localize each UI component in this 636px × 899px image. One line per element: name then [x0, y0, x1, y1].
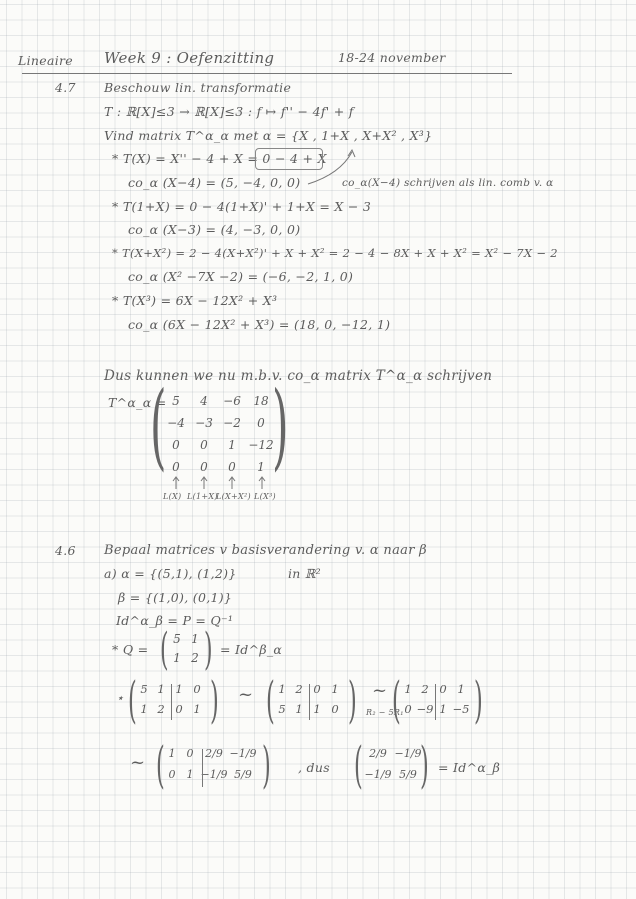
- matrix-cell: 5: [278, 702, 286, 716]
- matrix-cell: 5: [173, 632, 181, 646]
- aug2-left-paren: (: [266, 671, 275, 729]
- ex47-line-4: * T(X) = X'' − 4 + X = 0 − 4 + X: [112, 151, 327, 166]
- transformation-matrix: [162, 394, 276, 482]
- matrix-left-paren: (: [150, 372, 167, 481]
- row-equivalent-icon: ~: [130, 752, 146, 773]
- ex46-line-4: Id^α_β = P = Q⁻¹: [116, 613, 234, 628]
- column-arrows-icon: [162, 476, 276, 490]
- matrix-cell: 2/9: [205, 747, 223, 760]
- matrix-cell: 1: [439, 702, 447, 716]
- matrix-cell: 2: [191, 651, 199, 665]
- matrix-cell: 5: [140, 682, 148, 696]
- aug3-left-paren: (: [392, 671, 401, 729]
- matrix-cell: 0: [186, 747, 194, 760]
- matrix-cell: 0: [168, 768, 176, 781]
- matrix-cell: 5: [172, 394, 180, 408]
- matrix-cell: 2/9: [369, 747, 387, 760]
- matrix-cell: 1: [157, 682, 165, 696]
- matrix-cell: 1: [193, 702, 201, 716]
- ex47-line-12: Dus kunnen we nu m.b.v. co_α matrix T^α_α schrijven: [104, 368, 493, 384]
- matrix-cell: 0: [404, 702, 412, 716]
- q-right-paren: ): [204, 624, 213, 675]
- matrix-cell: 0: [172, 460, 180, 474]
- ex46-line-1: Bepaal matrices v basisverandering v. α naar β: [104, 543, 427, 558]
- matrix-cell: 18: [253, 394, 269, 408]
- matrix-cell: −3: [195, 416, 213, 430]
- subject-label: Lineaire: [18, 53, 73, 68]
- matrix-cell: 0: [257, 416, 265, 430]
- augment-divider: [171, 684, 172, 720]
- matrix-cell: 5/9: [234, 768, 252, 781]
- augmented-matrix-4: [164, 747, 258, 789]
- date-range: 18-24 november: [338, 50, 446, 65]
- matrix-cell: −1/9: [200, 768, 228, 781]
- column-label: L(1+X): [187, 492, 218, 501]
- matrix-cell: −6: [223, 394, 241, 408]
- matrix-cell: −9: [416, 702, 434, 716]
- q-left-paren: (: [160, 624, 169, 675]
- inverse-matrix: [364, 747, 424, 789]
- matrix-cell: 0: [200, 438, 208, 452]
- inv-right-paren: ): [420, 736, 429, 794]
- ex47-line-3: Vind matrix T^α_α met α = {X , 1+X , X+X² , X³}: [104, 128, 433, 143]
- ex47-line-8: * T(X+X²) = 2 − 4(X+X²)' + X + X² = 2 − 4 − 8X + X + X² = X² − 7X − 2: [112, 246, 558, 260]
- matrix-right-paren: ): [272, 372, 289, 481]
- header-rule: [22, 73, 512, 74]
- matrix-cell: 0: [331, 702, 339, 716]
- row-operation-label: R₂ − 5R₁: [366, 708, 404, 717]
- augment-divider: [309, 684, 310, 720]
- matrix-cell: 0: [175, 702, 183, 716]
- matrix-cell: 1: [278, 682, 286, 696]
- aug3-right-paren: ): [474, 671, 483, 729]
- matrix-cell: 5/9: [399, 768, 417, 781]
- matrix-cell: 2: [421, 682, 429, 696]
- matrix-cell: 0: [439, 682, 447, 696]
- matrix-cell: −1/9: [394, 747, 422, 760]
- ex47-line-7: co_α (X−3) = (4, −3, 0, 0): [128, 222, 301, 237]
- matrix-cell: 1: [457, 682, 465, 696]
- ex46-line-2: a) α = {(5,1), (1,2)}: [104, 566, 237, 581]
- aug1-right-paren: ): [210, 671, 219, 729]
- matrix-cell: 2: [295, 682, 303, 696]
- matrix-cell: −1/9: [229, 747, 257, 760]
- ex46-line-5: * Q =: [112, 642, 149, 657]
- matrix-cell: 1: [331, 682, 339, 696]
- exercise-number-4-6: 4.6: [55, 543, 76, 558]
- dus-label: , dus: [298, 760, 330, 775]
- page-title: Week 9 : Oefenzitting: [104, 49, 275, 67]
- matrix-cell: 1: [168, 747, 176, 760]
- column-label: L(X³): [254, 492, 276, 501]
- matrix-cell: 1: [295, 702, 303, 716]
- matrix-cell: 0: [200, 460, 208, 474]
- augment-divider: [435, 684, 436, 720]
- ex47-line-9: co_α (X² −7X −2) = (−6, −2, 1, 0): [128, 269, 354, 284]
- matrix-cell: 1: [404, 682, 412, 696]
- matrix-cell: 1: [191, 632, 199, 646]
- matrix-cell: 1: [186, 768, 194, 781]
- row-equivalent-icon: ~: [372, 680, 388, 701]
- column-label: L(X+X²): [216, 492, 251, 501]
- matrix-label: T^α_α =: [108, 395, 167, 410]
- ex47-line-2: T : ℝ[X]≤3 → ℝ[X]≤3 : f ↦ f'' − 4f' + f: [104, 104, 354, 119]
- matrix-cell: 0: [172, 438, 180, 452]
- matrix-cell: 1: [228, 438, 236, 452]
- column-label: L(X): [163, 492, 182, 501]
- ex47-note: co_α(X−4) schrijven als lin. comb v. α: [342, 177, 554, 189]
- ex46-line-3: β = {(1,0), (0,1)}: [118, 590, 233, 605]
- ex46-line-2b: in ℝ²: [288, 566, 321, 581]
- augment-divider: [202, 749, 203, 787]
- matrix-cell: 1: [257, 460, 265, 474]
- matrix-cell: 0: [313, 682, 321, 696]
- ex47-line-1: Beschouw lin. transformatie: [104, 80, 292, 95]
- inverse-equals-label: = Id^α_β: [438, 760, 501, 775]
- aug2-right-paren: ): [348, 671, 357, 729]
- matrix-cell: 1: [140, 702, 148, 716]
- inv-left-paren: (: [354, 736, 363, 794]
- matrix-cell: 1: [173, 651, 181, 665]
- ex47-line-10: * T(X³) = 6X − 12X² + X³: [112, 293, 278, 308]
- matrix-cell: 2: [157, 702, 165, 716]
- ex47-line-5: co_α (X−4) = (5, −4, 0, 0): [128, 175, 301, 190]
- matrix-cell: −5: [452, 702, 470, 716]
- aug1-left-paren: (: [128, 671, 137, 729]
- matrix-cell: 0: [193, 682, 201, 696]
- aug4-right-paren: ): [262, 736, 271, 794]
- matrix-cell: 4: [200, 394, 208, 408]
- row-equivalent-icon: ~: [238, 684, 254, 705]
- matrix-cell: −4: [167, 416, 185, 430]
- matrix-cell: 1: [175, 682, 183, 696]
- ex46-line-6: = Id^β_α: [220, 642, 283, 657]
- matrix-cell: −12: [248, 438, 274, 452]
- aug4-left-paren: (: [156, 736, 165, 794]
- matrix-cell: −2: [223, 416, 241, 430]
- matrix-cell: 1: [313, 702, 321, 716]
- matrix-cell: −1/9: [364, 768, 392, 781]
- bullet-marker: ⋆: [116, 690, 125, 705]
- ex47-line-6: * T(1+X) = 0 − 4(1+X)' + 1+X = X − 3: [112, 199, 372, 214]
- exercise-number-4-7: 4.7: [55, 80, 76, 95]
- ex47-line-11: co_α (6X − 12X² + X³) = (18, 0, −12, 1): [128, 317, 391, 332]
- matrix-cell: 0: [228, 460, 236, 474]
- q-matrix: [168, 632, 204, 670]
